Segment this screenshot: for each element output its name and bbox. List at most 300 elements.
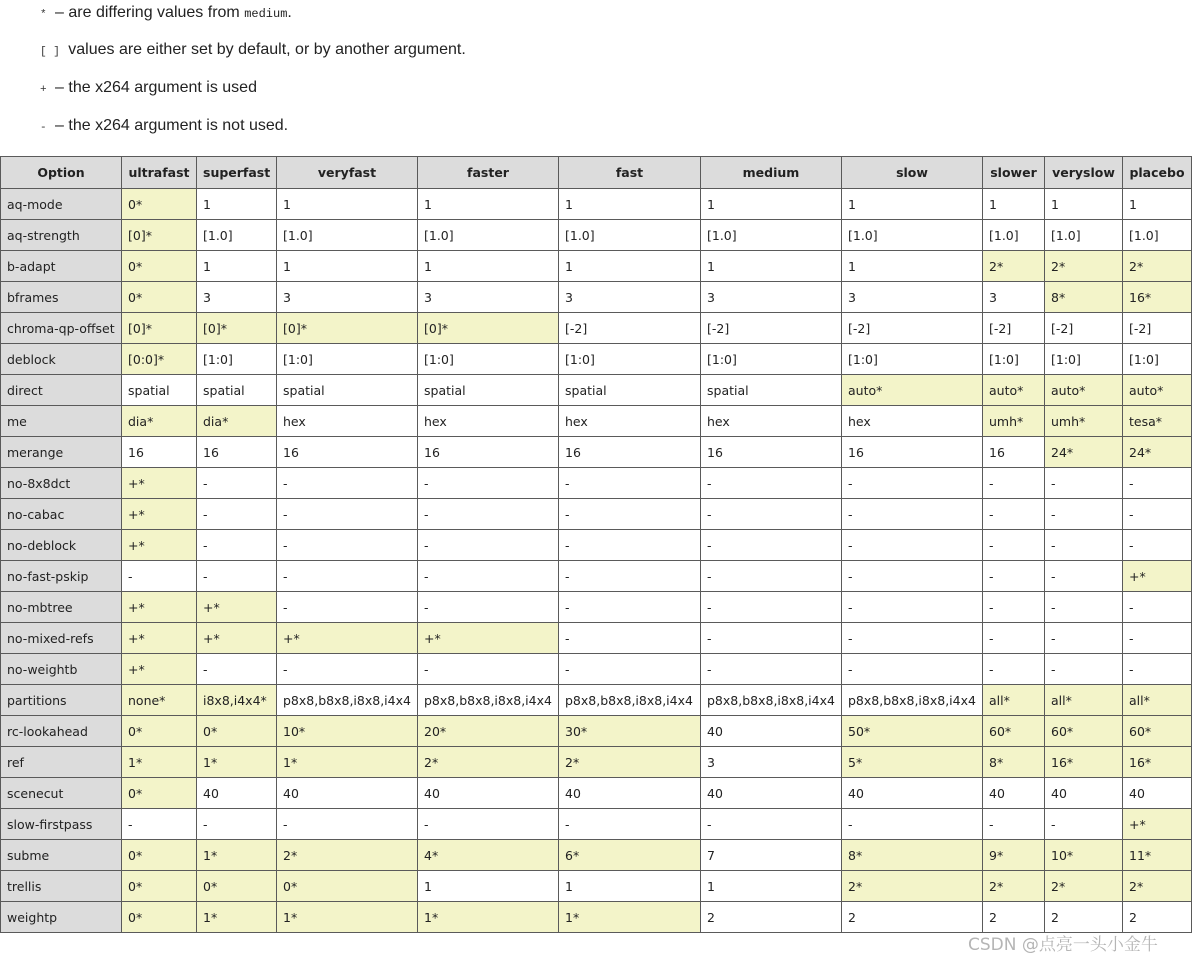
preset-value-cell: 8* bbox=[842, 840, 983, 871]
preset-value-cell: 0* bbox=[197, 871, 277, 902]
table-row bbox=[1, 251, 1192, 282]
preset-value-cell: 0* bbox=[122, 716, 197, 747]
preset-value-cell: - bbox=[701, 561, 842, 592]
preset-value-cell: [-2] bbox=[983, 313, 1045, 344]
preset-value-cell: 0* bbox=[122, 778, 197, 809]
preset-value-cell: +* bbox=[197, 592, 277, 623]
preset-value-cell: 1* bbox=[418, 902, 559, 933]
preset-value-cell: 3 bbox=[701, 282, 842, 313]
preset-value-cell: 16 bbox=[277, 437, 418, 468]
preset-value-cell: umh* bbox=[983, 406, 1045, 437]
preset-value-cell: 1* bbox=[277, 902, 418, 933]
preset-value-cell: - bbox=[842, 592, 983, 623]
option-name-cell: no-cabac bbox=[1, 499, 122, 530]
preset-value-cell: - bbox=[1045, 530, 1123, 561]
preset-value-cell: 2* bbox=[559, 747, 701, 778]
preset-value-cell: auto* bbox=[1123, 375, 1192, 406]
preset-value-cell: spatial bbox=[418, 375, 559, 406]
preset-value-cell: - bbox=[842, 654, 983, 685]
legend-item-used: + – the x264 argument is used bbox=[40, 79, 257, 96]
preset-value-cell: hex bbox=[418, 406, 559, 437]
legend-item-not-used: - – the x264 argument is not used. bbox=[40, 117, 289, 134]
preset-value-cell: 1 bbox=[197, 251, 277, 282]
preset-value-cell: [-2] bbox=[1123, 313, 1192, 344]
preset-value-cell: - bbox=[197, 530, 277, 561]
preset-value-cell: - bbox=[701, 499, 842, 530]
table-row bbox=[1, 406, 1192, 437]
asterisk-symbol: * bbox=[40, 9, 47, 21]
preset-value-cell: - bbox=[418, 468, 559, 499]
preset-value-cell: [1:0] bbox=[842, 344, 983, 375]
preset-value-cell: [1:0] bbox=[1123, 344, 1192, 375]
preset-value-cell: [0]* bbox=[197, 313, 277, 344]
preset-value-cell: all* bbox=[983, 685, 1045, 716]
preset-value-cell: 1 bbox=[701, 871, 842, 902]
column-header-slower: slower bbox=[983, 157, 1045, 189]
preset-value-cell: [1.0] bbox=[559, 220, 701, 251]
option-name-cell: trellis bbox=[1, 871, 122, 902]
preset-value-cell: 0* bbox=[122, 189, 197, 220]
preset-value-cell: [1.0] bbox=[983, 220, 1045, 251]
preset-value-cell: 0* bbox=[122, 871, 197, 902]
preset-value-cell: 0* bbox=[122, 902, 197, 933]
column-header-medium: medium bbox=[701, 157, 842, 189]
column-header-superfast: superfast bbox=[197, 157, 277, 189]
preset-value-cell: 1 bbox=[842, 251, 983, 282]
preset-value-cell: - bbox=[842, 561, 983, 592]
option-name-cell: no-mixed-refs bbox=[1, 623, 122, 654]
preset-value-cell: p8x8,b8x8,i8x8,i4x4 bbox=[277, 685, 418, 716]
preset-value-cell: 20* bbox=[418, 716, 559, 747]
preset-value-cell: - bbox=[983, 530, 1045, 561]
preset-value-cell: 2* bbox=[1045, 871, 1123, 902]
preset-value-cell: 1* bbox=[197, 747, 277, 778]
option-name-cell: no-weightb bbox=[1, 654, 122, 685]
preset-value-cell: - bbox=[983, 468, 1045, 499]
table-row bbox=[1, 189, 1192, 220]
preset-value-cell: 40 bbox=[1045, 778, 1123, 809]
preset-value-cell: +* bbox=[277, 623, 418, 654]
column-header-option: Option bbox=[1, 157, 122, 189]
preset-value-cell: 8* bbox=[983, 747, 1045, 778]
preset-value-cell: - bbox=[1045, 592, 1123, 623]
preset-value-cell: 1* bbox=[197, 902, 277, 933]
preset-value-cell: [1:0] bbox=[277, 344, 418, 375]
preset-value-cell: - bbox=[277, 468, 418, 499]
preset-value-cell: +* bbox=[122, 468, 197, 499]
table-row bbox=[1, 375, 1192, 406]
preset-value-cell: 1* bbox=[122, 747, 197, 778]
option-name-cell: weightp bbox=[1, 902, 122, 933]
preset-value-cell: +* bbox=[122, 654, 197, 685]
preset-value-cell: 2* bbox=[1123, 871, 1192, 902]
preset-value-cell: 7 bbox=[701, 840, 842, 871]
preset-value-cell: - bbox=[1045, 561, 1123, 592]
preset-value-cell: 1 bbox=[983, 189, 1045, 220]
preset-value-cell: - bbox=[1123, 592, 1192, 623]
table-row bbox=[1, 313, 1192, 344]
preset-value-cell: 0* bbox=[277, 871, 418, 902]
plus-symbol: + bbox=[40, 84, 47, 96]
preset-value-cell: p8x8,b8x8,i8x8,i4x4 bbox=[842, 685, 983, 716]
preset-value-cell: - bbox=[1045, 809, 1123, 840]
preset-value-cell: - bbox=[277, 592, 418, 623]
preset-value-cell: - bbox=[559, 654, 701, 685]
preset-value-cell: - bbox=[1123, 623, 1192, 654]
preset-value-cell: - bbox=[197, 654, 277, 685]
preset-value-cell: - bbox=[418, 809, 559, 840]
preset-value-cell: - bbox=[1123, 468, 1192, 499]
preset-value-cell: [1:0] bbox=[559, 344, 701, 375]
preset-value-cell: hex bbox=[277, 406, 418, 437]
preset-value-cell: - bbox=[197, 561, 277, 592]
preset-value-cell: 24* bbox=[1045, 437, 1123, 468]
preset-value-cell: 1 bbox=[701, 251, 842, 282]
brackets-symbol: [ ] bbox=[40, 46, 60, 58]
preset-value-cell: 2* bbox=[842, 871, 983, 902]
preset-value-cell: 1 bbox=[418, 251, 559, 282]
preset-value-cell: 3 bbox=[418, 282, 559, 313]
preset-value-cell: 6* bbox=[559, 840, 701, 871]
preset-value-cell: 1 bbox=[277, 251, 418, 282]
preset-value-cell: 2* bbox=[1123, 251, 1192, 282]
column-header-veryslow: veryslow bbox=[1045, 157, 1123, 189]
table-row bbox=[1, 530, 1192, 561]
preset-value-cell: spatial bbox=[559, 375, 701, 406]
preset-value-cell: dia* bbox=[122, 406, 197, 437]
preset-value-cell: 1* bbox=[559, 902, 701, 933]
preset-value-cell: [0]* bbox=[277, 313, 418, 344]
preset-value-cell: auto* bbox=[1045, 375, 1123, 406]
preset-value-cell: 3 bbox=[559, 282, 701, 313]
table-row bbox=[1, 902, 1192, 933]
preset-value-cell: - bbox=[197, 499, 277, 530]
preset-value-cell: - bbox=[559, 592, 701, 623]
preset-value-cell: [1:0] bbox=[983, 344, 1045, 375]
preset-value-cell: +* bbox=[1123, 809, 1192, 840]
preset-value-cell: 60* bbox=[1045, 716, 1123, 747]
option-name-cell: no-deblock bbox=[1, 530, 122, 561]
preset-value-cell: 16 bbox=[197, 437, 277, 468]
preset-value-cell: 40 bbox=[1123, 778, 1192, 809]
preset-value-cell: +* bbox=[1123, 561, 1192, 592]
option-name-cell: no-mbtree bbox=[1, 592, 122, 623]
preset-value-cell: 40 bbox=[197, 778, 277, 809]
preset-value-cell: hex bbox=[559, 406, 701, 437]
preset-value-cell: [1.0] bbox=[701, 220, 842, 251]
preset-value-cell: spatial bbox=[197, 375, 277, 406]
preset-value-cell: - bbox=[559, 623, 701, 654]
preset-value-cell: - bbox=[418, 530, 559, 561]
table-row bbox=[1, 654, 1192, 685]
preset-value-cell: 1 bbox=[559, 189, 701, 220]
option-name-cell: b-adapt bbox=[1, 251, 122, 282]
preset-value-cell: 0* bbox=[122, 840, 197, 871]
option-name-cell: partitions bbox=[1, 685, 122, 716]
preset-value-cell: - bbox=[701, 530, 842, 561]
table-header-row bbox=[1, 157, 1192, 189]
preset-value-cell: 1 bbox=[418, 871, 559, 902]
preset-value-cell: - bbox=[277, 530, 418, 561]
preset-value-cell: +* bbox=[122, 592, 197, 623]
preset-value-cell: - bbox=[277, 561, 418, 592]
option-name-cell: no-fast-pskip bbox=[1, 561, 122, 592]
preset-value-cell: 24* bbox=[1123, 437, 1192, 468]
option-name-cell: no-8x8dct bbox=[1, 468, 122, 499]
preset-value-cell: p8x8,b8x8,i8x8,i4x4 bbox=[418, 685, 559, 716]
preset-value-cell: [1:0] bbox=[701, 344, 842, 375]
preset-value-cell: 40 bbox=[277, 778, 418, 809]
option-name-cell: rc-lookahead bbox=[1, 716, 122, 747]
preset-value-cell: 10* bbox=[277, 716, 418, 747]
x264-presets-table bbox=[0, 156, 1192, 933]
preset-value-cell: 16 bbox=[983, 437, 1045, 468]
preset-value-cell: 2* bbox=[1045, 251, 1123, 282]
column-header-placebo: placebo bbox=[1123, 157, 1192, 189]
preset-value-cell: 3 bbox=[701, 747, 842, 778]
preset-value-cell: [1.0] bbox=[197, 220, 277, 251]
preset-value-cell: 1 bbox=[701, 189, 842, 220]
preset-value-cell: - bbox=[277, 809, 418, 840]
preset-value-cell: - bbox=[559, 530, 701, 561]
preset-value-cell: 40 bbox=[701, 716, 842, 747]
preset-value-cell: 2 bbox=[842, 902, 983, 933]
preset-value-cell: - bbox=[701, 654, 842, 685]
option-name-cell: chroma-qp-offset bbox=[1, 313, 122, 344]
preset-value-cell: 0* bbox=[122, 251, 197, 282]
table-row bbox=[1, 592, 1192, 623]
preset-value-cell: 40 bbox=[418, 778, 559, 809]
preset-value-cell: 16* bbox=[1123, 747, 1192, 778]
preset-value-cell: 1 bbox=[1123, 189, 1192, 220]
watermark: CSDN @点亮一头小金牛 bbox=[968, 935, 1158, 955]
preset-value-cell: [1.0] bbox=[277, 220, 418, 251]
preset-value-cell: - bbox=[842, 499, 983, 530]
preset-value-cell: 1 bbox=[842, 189, 983, 220]
preset-value-cell: - bbox=[197, 468, 277, 499]
preset-value-cell: - bbox=[983, 561, 1045, 592]
preset-value-cell: auto* bbox=[842, 375, 983, 406]
option-name-cell: ref bbox=[1, 747, 122, 778]
preset-value-cell: - bbox=[559, 499, 701, 530]
preset-value-cell: [0]* bbox=[418, 313, 559, 344]
preset-value-cell: - bbox=[418, 561, 559, 592]
preset-value-cell: 2* bbox=[983, 251, 1045, 282]
preset-value-cell: - bbox=[418, 592, 559, 623]
preset-value-cell: [-2] bbox=[842, 313, 983, 344]
preset-value-cell: +* bbox=[197, 623, 277, 654]
option-name-cell: merange bbox=[1, 437, 122, 468]
table-row bbox=[1, 747, 1192, 778]
preset-value-cell: umh* bbox=[1045, 406, 1123, 437]
preset-value-cell: - bbox=[983, 809, 1045, 840]
legend-item-differing: * – are differing values from medium. bbox=[40, 4, 292, 21]
preset-value-cell: 0* bbox=[197, 716, 277, 747]
preset-value-cell: [0:0]* bbox=[122, 344, 197, 375]
preset-value-cell: [1.0] bbox=[842, 220, 983, 251]
preset-value-cell: - bbox=[1123, 530, 1192, 561]
column-header-ultrafast: ultrafast bbox=[122, 157, 197, 189]
minus-symbol: - bbox=[40, 122, 47, 134]
preset-value-cell: hex bbox=[842, 406, 983, 437]
table-row bbox=[1, 716, 1192, 747]
preset-value-cell: 1 bbox=[418, 189, 559, 220]
preset-value-cell: 1 bbox=[559, 871, 701, 902]
preset-value-cell: - bbox=[842, 809, 983, 840]
preset-value-cell: - bbox=[701, 592, 842, 623]
option-name-cell: aq-strength bbox=[1, 220, 122, 251]
preset-value-cell: spatial bbox=[277, 375, 418, 406]
option-name-cell: scenecut bbox=[1, 778, 122, 809]
preset-value-cell: - bbox=[842, 530, 983, 561]
table-row bbox=[1, 344, 1192, 375]
preset-value-cell: 1* bbox=[197, 840, 277, 871]
preset-value-cell: 2 bbox=[983, 902, 1045, 933]
option-name-cell: deblock bbox=[1, 344, 122, 375]
preset-value-cell: p8x8,b8x8,i8x8,i4x4 bbox=[701, 685, 842, 716]
preset-value-cell: 1 bbox=[1045, 189, 1123, 220]
preset-value-cell: - bbox=[1045, 468, 1123, 499]
preset-value-cell: - bbox=[559, 809, 701, 840]
preset-value-cell: 1 bbox=[197, 189, 277, 220]
preset-value-cell: 3 bbox=[277, 282, 418, 313]
preset-value-cell: 2 bbox=[701, 902, 842, 933]
preset-value-cell: 60* bbox=[983, 716, 1045, 747]
preset-value-cell: 2 bbox=[1045, 902, 1123, 933]
preset-value-cell: - bbox=[1045, 623, 1123, 654]
table-row bbox=[1, 623, 1192, 654]
preset-value-cell: - bbox=[983, 499, 1045, 530]
preset-value-cell: 16 bbox=[559, 437, 701, 468]
preset-value-cell: 2* bbox=[983, 871, 1045, 902]
preset-value-cell: [-2] bbox=[559, 313, 701, 344]
option-name-cell: slow-firstpass bbox=[1, 809, 122, 840]
preset-value-cell: 2* bbox=[277, 840, 418, 871]
table-row bbox=[1, 437, 1192, 468]
preset-value-cell: - bbox=[122, 561, 197, 592]
preset-value-cell: 2 bbox=[1123, 902, 1192, 933]
preset-value-cell: 16 bbox=[701, 437, 842, 468]
column-header-faster: faster bbox=[418, 157, 559, 189]
preset-value-cell: 1* bbox=[277, 747, 418, 778]
preset-value-cell: - bbox=[418, 499, 559, 530]
preset-value-cell: - bbox=[197, 809, 277, 840]
preset-value-cell: - bbox=[842, 623, 983, 654]
preset-value-cell: [1.0] bbox=[1123, 220, 1192, 251]
preset-value-cell: - bbox=[983, 654, 1045, 685]
preset-value-cell: - bbox=[1123, 499, 1192, 530]
preset-value-cell: 3 bbox=[197, 282, 277, 313]
table-row bbox=[1, 685, 1192, 716]
preset-value-cell: dia* bbox=[197, 406, 277, 437]
preset-value-cell: tesa* bbox=[1123, 406, 1192, 437]
option-name-cell: me bbox=[1, 406, 122, 437]
table-row bbox=[1, 840, 1192, 871]
option-name-cell: subme bbox=[1, 840, 122, 871]
preset-value-cell: - bbox=[983, 592, 1045, 623]
preset-value-cell: [-2] bbox=[701, 313, 842, 344]
preset-value-cell: 40 bbox=[983, 778, 1045, 809]
option-name-cell: aq-mode bbox=[1, 189, 122, 220]
table-row bbox=[1, 220, 1192, 251]
table-row bbox=[1, 871, 1192, 902]
preset-value-cell: [1:0] bbox=[1045, 344, 1123, 375]
column-header-fast: fast bbox=[559, 157, 701, 189]
column-header-slow: slow bbox=[842, 157, 983, 189]
preset-value-cell: 1 bbox=[559, 251, 701, 282]
preset-value-cell: 8* bbox=[1045, 282, 1123, 313]
preset-value-cell: - bbox=[418, 654, 559, 685]
option-name-cell: direct bbox=[1, 375, 122, 406]
column-header-veryfast: veryfast bbox=[277, 157, 418, 189]
table-row bbox=[1, 561, 1192, 592]
preset-value-cell: [1.0] bbox=[1045, 220, 1123, 251]
preset-value-cell: - bbox=[1045, 499, 1123, 530]
preset-value-cell: 4* bbox=[418, 840, 559, 871]
preset-value-cell: i8x8,i4x4* bbox=[197, 685, 277, 716]
preset-value-cell: +* bbox=[122, 623, 197, 654]
preset-value-cell: [0]* bbox=[122, 313, 197, 344]
table-row bbox=[1, 282, 1192, 313]
preset-value-cell: [-2] bbox=[1045, 313, 1123, 344]
preset-value-cell: 11* bbox=[1123, 840, 1192, 871]
preset-value-cell: - bbox=[559, 468, 701, 499]
preset-value-cell: - bbox=[277, 654, 418, 685]
preset-value-cell: 5* bbox=[842, 747, 983, 778]
preset-value-cell: [0]* bbox=[122, 220, 197, 251]
table-row bbox=[1, 499, 1192, 530]
preset-value-cell: all* bbox=[1045, 685, 1123, 716]
preset-value-cell: +* bbox=[418, 623, 559, 654]
preset-value-cell: - bbox=[277, 499, 418, 530]
preset-value-cell: - bbox=[701, 809, 842, 840]
preset-value-cell: 50* bbox=[842, 716, 983, 747]
preset-value-cell: - bbox=[983, 623, 1045, 654]
preset-value-cell: 16* bbox=[1045, 747, 1123, 778]
preset-value-cell: - bbox=[701, 623, 842, 654]
preset-value-cell: 30* bbox=[559, 716, 701, 747]
preset-value-cell: - bbox=[701, 468, 842, 499]
preset-value-cell: - bbox=[122, 809, 197, 840]
preset-value-cell: 40 bbox=[559, 778, 701, 809]
preset-value-cell: 10* bbox=[1045, 840, 1123, 871]
preset-value-cell: - bbox=[1045, 654, 1123, 685]
preset-value-cell: auto* bbox=[983, 375, 1045, 406]
preset-value-cell: - bbox=[559, 561, 701, 592]
preset-value-cell: - bbox=[842, 468, 983, 499]
preset-value-cell: +* bbox=[122, 530, 197, 561]
preset-value-cell: [1.0] bbox=[418, 220, 559, 251]
table-row bbox=[1, 468, 1192, 499]
preset-value-cell: p8x8,b8x8,i8x8,i4x4 bbox=[559, 685, 701, 716]
preset-value-cell: spatial bbox=[701, 375, 842, 406]
preset-value-cell: 9* bbox=[983, 840, 1045, 871]
preset-value-cell: 16 bbox=[842, 437, 983, 468]
preset-value-cell: all* bbox=[1123, 685, 1192, 716]
legend-item-default: [ ] values are either set by default, or by another argument. bbox=[40, 41, 466, 58]
preset-value-cell: 40 bbox=[842, 778, 983, 809]
preset-value-cell: none* bbox=[122, 685, 197, 716]
preset-value-cell: spatial bbox=[122, 375, 197, 406]
preset-value-cell: [1:0] bbox=[197, 344, 277, 375]
preset-value-cell: 3 bbox=[983, 282, 1045, 313]
preset-value-cell: 16* bbox=[1123, 282, 1192, 313]
preset-value-cell: 0* bbox=[122, 282, 197, 313]
preset-value-cell: +* bbox=[122, 499, 197, 530]
option-name-cell: bframes bbox=[1, 282, 122, 313]
preset-value-cell: [1:0] bbox=[418, 344, 559, 375]
table-row bbox=[1, 778, 1192, 809]
